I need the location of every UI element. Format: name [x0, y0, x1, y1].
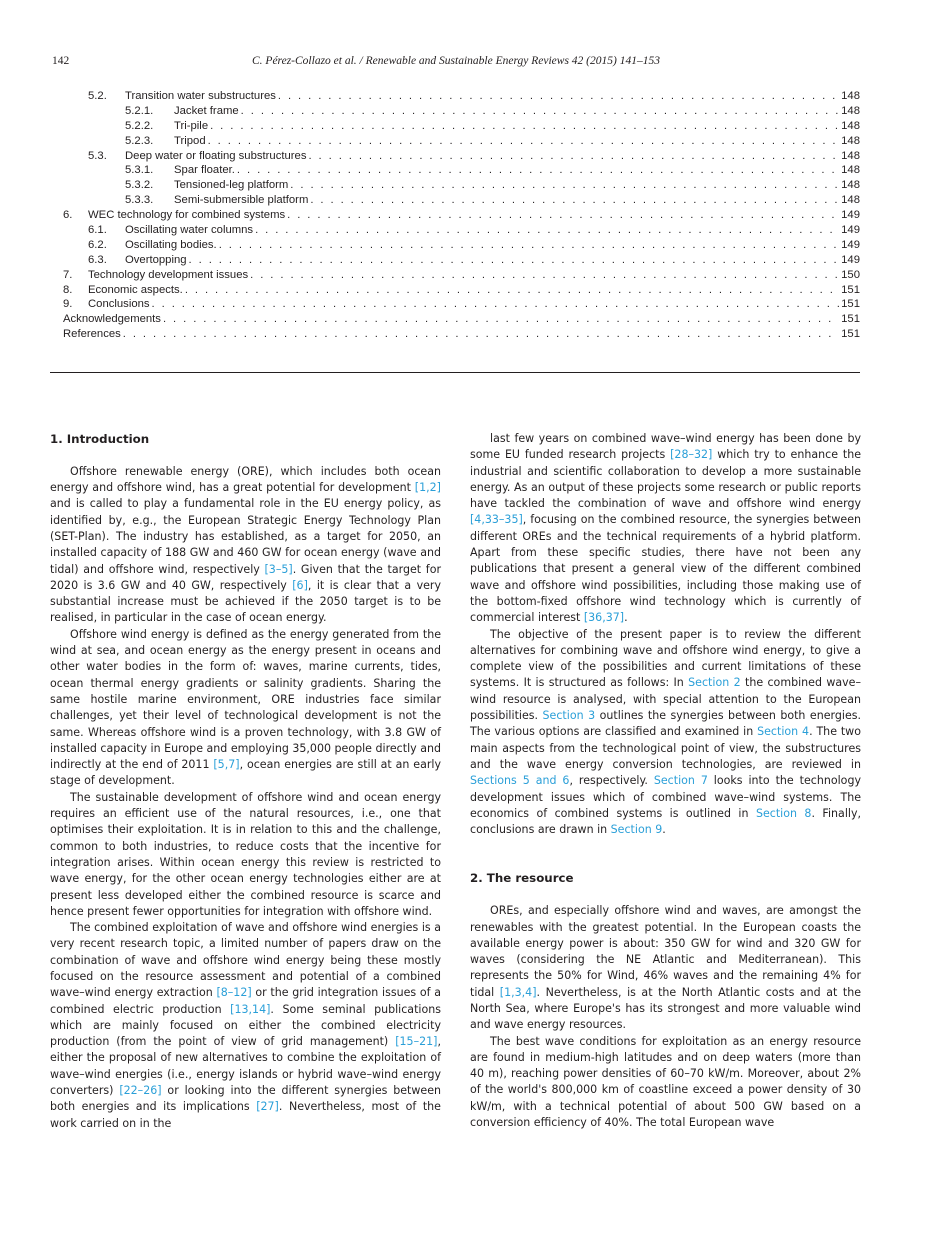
paragraph-text: last few years on combined wave–wind energy has been done by some EU funded research projects [470, 432, 861, 462]
toc-entry[interactable] [63, 208, 860, 223]
toc-entry[interactable] [63, 89, 860, 104]
section-heading-resource: 2. The resource [470, 871, 574, 886]
citation-link[interactable]: Section 7 [653, 774, 708, 788]
left-column [50, 431, 441, 1132]
toc-leader-dots [189, 253, 840, 268]
toc-page-number: 151 [841, 298, 860, 311]
toc-entry[interactable] [63, 253, 860, 268]
introduction-continued-body [470, 431, 861, 838]
toc-entry[interactable] [63, 268, 860, 283]
citation-link[interactable]: [28–32] [670, 448, 713, 462]
toc-entry[interactable] [63, 134, 860, 149]
toc-label: Jacket frame [174, 104, 239, 117]
toc-number: 5.3. [88, 149, 107, 162]
paragraph [50, 627, 441, 790]
citation-link[interactable]: [1,3,4] [499, 985, 537, 999]
toc-number: 8. [63, 283, 73, 296]
toc-page-number: 148 [841, 194, 860, 207]
citation-link[interactable]: Section 9 [610, 823, 663, 837]
toc-label: Transition water substructures [125, 90, 276, 102]
toc-leader-dots [152, 297, 840, 312]
toc-entry[interactable] [63, 327, 860, 342]
toc-page-number: 148 [841, 90, 860, 102]
paragraph-text: . Nevertheless, is at the North Atlantic costs and at the North Sea, where Europe's has its strongest and more valuable wind and wave energy resources. [470, 985, 861, 1032]
toc-label: Tri-pile [174, 119, 209, 132]
citation-link[interactable]: Section 8 [755, 806, 812, 820]
toc-leader-dots [219, 238, 839, 253]
page-header [52, 55, 860, 71]
paragraph-text: looks into the technology development issues which of combined wave–wind systems. The economics of combined systems is outlined in [470, 774, 861, 820]
paragraph-text: . Given that the target for 2020 is 3.6 GW and 40 GW, respectively [50, 562, 441, 592]
citation-link[interactable]: [27] [256, 1100, 279, 1114]
toc-leader-dots [163, 312, 839, 327]
toc-page-number: 148 [841, 119, 860, 132]
toc-label: Technology development issues [88, 268, 249, 281]
paragraph-text: outlines the synergies between both energies. The various options are classified and examined in [470, 709, 862, 739]
toc-page-number: 150 [841, 268, 860, 281]
paragraph [470, 431, 861, 627]
paragraph-text: or looking into the different synergies between both energies and its implications [50, 1084, 441, 1114]
toc-leader-dots [278, 89, 839, 104]
citation-link[interactable]: [1,2] [414, 481, 441, 495]
paragraph-text: the combined wave–wind resource is analysed, with special attention to the European possibilities. [470, 676, 862, 723]
citation-link[interactable]: [5,7] [213, 758, 240, 772]
paragraph-text: . [662, 823, 666, 837]
toc-label: Spar floater. [174, 164, 235, 177]
toc-page-number: 149 [841, 209, 860, 222]
citation-link[interactable]: [15–21] [395, 1035, 438, 1049]
citation-link[interactable]: [13,14] [230, 1002, 271, 1016]
paragraph-text: , it is clear that a very substantial increase must be achieved if the 2050 target is to be realised, in particular in the case of ocean energy. [50, 578, 441, 625]
toc-leader-dots [250, 268, 839, 283]
paragraph [470, 903, 861, 1033]
toc-number: 6.2. [88, 238, 107, 251]
toc-page-number: 149 [841, 238, 860, 251]
toc-leader-dots [185, 283, 839, 298]
toc-number: 9. [63, 298, 73, 311]
toc-number: 5.2.2. [125, 119, 154, 132]
toc-leader-dots [241, 104, 839, 119]
citation-link[interactable]: Section 2 [688, 676, 741, 690]
toc-label: References [63, 328, 121, 341]
toc-entry[interactable] [63, 312, 860, 327]
section-heading-introduction: 1. Introduction [50, 432, 150, 446]
toc-number: 7. [63, 268, 73, 281]
toc-entry[interactable] [63, 297, 860, 312]
paragraph-text: The combined exploitation of wave and offshore wind energies is a very recent research topic, a limited number of papers draw on the combination of wave and offshore wind energy being these mostly focused on the resource assessment and potential of a combined wave–wind energy extraction [50, 921, 441, 1000]
toc-entry[interactable] [63, 283, 860, 298]
citation-link[interactable]: Section 4 [757, 725, 810, 739]
running-title: C. Pérez-Collazo et al. / Renewable and Sustainable Energy Reviews 42 (2015) 141–153 [252, 55, 660, 67]
toc-page-number: 148 [841, 149, 860, 162]
toc-page-number: 148 [841, 134, 860, 147]
paragraph-text: . The two main aspects from the technological point of view, the substructures and the wave energy conversion technologies, are reviewed in [470, 725, 861, 771]
paragraph-text: The sustainable development of offshore wind and ocean energy requires an efficient use of the natural resources, i.e., one that optimises their exploitation. It is in relation to this and the challenge, common to both industries, to reduce costs that the incentive for integration arises. Within ocean energy this review is restricted to wave energy, for the other ocean energy technologies either are at present less developed either the combined resource is scarce and hence present fewer opportunities for integration with offshore wind. [50, 790, 441, 918]
paragraph-text: . Some seminal publications which are mainly focused on either the combined electricity production (from the point of view of grid management) [50, 1002, 441, 1049]
toc-leader-dots [287, 208, 839, 223]
citation-link[interactable]: [36,37] [583, 611, 625, 625]
toc-page-number: 148 [841, 164, 860, 177]
toc-number: 6. [63, 209, 73, 222]
toc-number: 6.3. [88, 253, 107, 266]
paragraph [50, 464, 441, 627]
toc-entry[interactable] [63, 223, 860, 238]
paragraph-text: The best wave conditions for exploitation as an energy resource are found in medium-high latitudes and on deep waters (more than 40 m), reaching power densities of 60–70 kW/m. Moreover, about 2% of the world's 800,000 km of coastline exceed a power density of 30 kW/m, with a technical potential of about 500 GW based on a conversion efficiency of 40%. The total European wave [470, 1034, 861, 1130]
citation-link[interactable]: Sections 5 and 6 [470, 774, 570, 788]
toc-number: 5.3.2. [125, 179, 154, 192]
toc-label: Conclusions [88, 298, 150, 311]
citation-link[interactable]: [8–12] [216, 986, 252, 1000]
toc-entry[interactable] [63, 193, 860, 208]
toc-page-number: 151 [841, 313, 860, 326]
paragraph-text: The objective of the present paper is to review the different alternatives for combining wave and offshore wind energy, to give a complete view of the possibilities and current limitations of these systems. It is structured as follows: In [470, 627, 861, 690]
paragraph [470, 627, 861, 839]
paragraph-text: . Nevertheless, most of the work carried on in the [50, 1100, 441, 1130]
divider-rule [50, 372, 860, 373]
toc-label: Semi-submersible platform [174, 194, 309, 207]
resource-body [470, 903, 861, 1131]
toc-label: Tensioned-leg platform [174, 179, 289, 192]
right-column [470, 431, 861, 1131]
toc-label: Acknowledgements [63, 313, 161, 326]
toc-entry[interactable] [63, 104, 860, 119]
toc-label: Economic aspects. [88, 283, 183, 296]
toc-number: 5.3.3. [125, 194, 154, 207]
citation-link[interactable]: [22–26] [119, 1084, 162, 1098]
paragraph-text: which try to enhance the industrial and scientific collaboration to develop a more sustainable energy. As an output of these projects some research or public reports have tackled the combination of wave and offshore wind energy [470, 448, 861, 511]
toc-leader-dots [123, 327, 839, 342]
paragraph [50, 920, 441, 1132]
toc-number: 6.1. [88, 224, 107, 237]
toc-leader-dots [255, 223, 839, 238]
toc-number: 5.2.3. [125, 134, 154, 147]
toc-page-number: 151 [841, 328, 860, 341]
toc-entry[interactable] [63, 119, 860, 134]
toc-leader-dots [208, 134, 840, 149]
citation-link[interactable]: [6] [292, 578, 308, 592]
toc-entry[interactable] [63, 149, 860, 164]
toc-entry[interactable] [63, 178, 860, 193]
paragraph-text: OREs, and especially offshore wind and waves, are amongst the renewables with the greatest potential. In the European coasts the available energy power is about: 350 GW for wind and 320 GW for waves (considering the NE Atlantic and Mediterranean). This represents the 50% for Wind, 46% waves and the remaining 4% for tidal [470, 904, 861, 999]
paragraph-text: , respectively. [569, 774, 654, 788]
toc-leader-dots [308, 149, 839, 164]
paragraph [50, 790, 441, 920]
paragraph-text: , either the proposal of new alternatives to combine the exploitation of wave–wind energies (i.e., energy islands or hybrid wave–wind energy converters) [50, 1035, 441, 1098]
paragraph [470, 1034, 861, 1132]
toc-entry[interactable] [63, 163, 860, 178]
toc-label: Deep water or floating substructures [125, 149, 307, 162]
table-of-contents [63, 89, 860, 342]
paragraph-text: . [624, 611, 628, 625]
citation-link[interactable]: Section 3 [542, 709, 596, 723]
paragraph-text: , ocean energies are still at an early stage of development. [50, 758, 441, 788]
citation-link[interactable]: [4,33–35] [470, 513, 523, 527]
toc-leader-dots [310, 193, 839, 208]
toc-page-number: 148 [841, 179, 860, 192]
introduction-body [50, 464, 441, 1132]
toc-page-number: 148 [841, 104, 860, 117]
toc-label: Tripod [174, 134, 206, 147]
paragraph-text: Offshore wind energy is defined as the energy generated from the wind at sea, and ocean energy as the energy present in oceans and other water bodies in the form of: waves, marine currents, tides, ocean thermal energy gradients or salinity gradients. Sharing the same hostile marine environment, ORE industries face similar challenges, yet their level of technological development is not the same. Whereas offshore wind is a proven technology, with 3.8 GW of installed capacity in Europe and employing 35,000 people directly and indirectly at the end of 2011 [50, 627, 441, 772]
paragraph-text: , focusing on the combined resource, the synergies between different OREs and the technical requirements of a hybrid platform. Apart from these specific studies, there have not been any publications that present a general view of the different combined wave and offshore wind possibilities, including those making use of the bottom-fixed offshore wind technology which is currently of commercial interest [470, 513, 861, 625]
toc-entry[interactable] [63, 238, 860, 253]
paragraph-text: or the grid integration issues of a combined electric production [50, 986, 441, 1016]
toc-label: WEC technology for combined systems [88, 209, 286, 222]
toc-leader-dots [210, 119, 839, 134]
toc-leader-dots [237, 163, 839, 178]
toc-number: 5.3.1. [125, 164, 154, 177]
toc-page-number: 149 [841, 253, 860, 266]
paragraph-text: Offshore renewable energy (ORE), which includes both ocean energy and offshore wind, has a great potential for development [50, 464, 441, 495]
toc-number: 5.2. [88, 90, 107, 102]
citation-link[interactable]: [3–5] [264, 562, 293, 576]
toc-label: Overtopping [125, 253, 187, 266]
paragraph-text: and is called to play a fundamental role in the EU energy policy, as identified by, e.g., the European Strategic Energy Technology Plan (SET-Plan). The industry has established, as a target for 2050, an installed capacity of 188 GW and 460 GW for ocean energy (wave and tidal) and offshore wind, respectively [50, 497, 441, 576]
toc-label: Oscillating water columns [125, 224, 254, 237]
toc-page-number: 149 [841, 224, 860, 237]
paragraph-text: . Finally, conclusions are drawn in [470, 806, 862, 837]
toc-leader-dots [290, 178, 839, 193]
toc-number: 5.2.1. [125, 104, 154, 117]
toc-page-number: 151 [841, 283, 860, 296]
toc-label: Oscillating bodies. [125, 238, 217, 251]
page-number: 142 [52, 55, 70, 67]
